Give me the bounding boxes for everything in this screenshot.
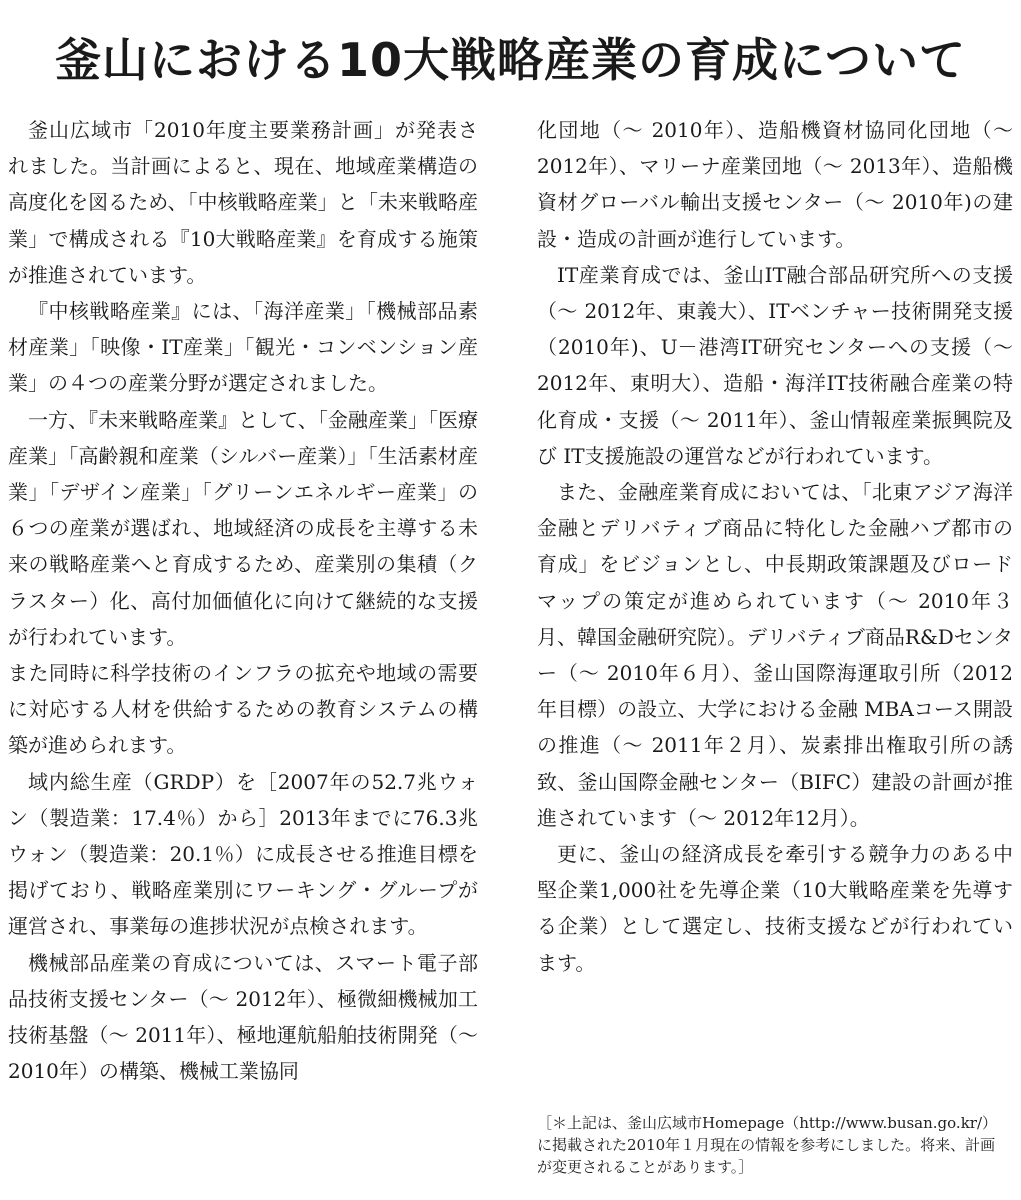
paragraph: IT産業育成では、釜山IT融合部品研究所への支援（～ 2012年、東義大）、ITベンチャー技術開発支援（2010年)、U－港湾IT研究センターへの支援（～ 2012年、東明大）、造船・海洋IT技術融合産業の特化育成・支援（～ 2011年）、釜山情報産業振興院及び IT支援施設の運営などが行われています。 [537,262,1013,468]
paragraph: 機械部品産業の育成については、スマート電子部品技術支援センター（～ 2012年）、極微細機械加工技術基盤（～ 2011年）、極地運航船舶技術開発（～ 2010年）の構築、機械工業協同 [8,950,478,1084]
paragraph: 化団地（～ 2010年）、造船機資材協同化団地（～ 2012年）、マリーナ産業団地（～ 2013年）、造船機資材グローバル輸出支援センター（～ 2010年)の建設・造成の計画が進行しています。 [537,118,1013,251]
source-note: ［＊上記は、釜山広域市Homepage（http://www.busan.go.kr/）に掲載された2010年１月現在の情報を参考にしました。将来、計画が変更されることがあります。］ [537,1114,998,1176]
paragraph: 『中核戦略産業』には、「海洋産業」「機械部品素材産業」「映像・IT産業」「観光・コンベンション産業」の４つの産業分野が選定されました。 [8,299,478,396]
paragraph: 域内総生産（GRDP）を［2007年の52.7兆ウォン（製造業：17.4％）から］2013年までに76.3兆ウォン（製造業：20.1％）に成長させる推進目標を掲げており、戦略産業別にワーキング・グループが運営され、事業毎の進捗状況が点検されます。 [8,769,478,939]
paragraph: 釜山広域市「2010年度主要業務計画」が発表されました。当計画によると、現在、地域産業構造の高度化を図るため、「中核戦略産業」と「未来戦略産業」で構成される『10大戦略産業』を育成する施策が推進されています。 [8,118,478,287]
paragraph: また同時に科学技術のインフラの拡充や地域の需要に対応する人材を供給するための教育システムの構築が進められます。 [8,661,478,758]
paragraph: 一方、『未来戦略産業』として、「金融産業」「医療産業」「高齢親和産業（シルバー産業）」「生活素材産業」「デザイン産業」「グリーンエネルギー産業」の６つの産業が選ばれ、地域経済の成長を主導する未来の戦略産業へと育成するため、産業別の集積（クラスター）化、高付加価値化に向けて継続的な支援が行われています。 [8,407,478,649]
right-column [537,112,1013,981]
page-title: 釜山における10大戦略産業の育成について [54,33,967,87]
left-column [8,112,478,1089]
paragraph: 更に、釜山の経済成長を牽引する競争力のある中堅企業1,000社を先導企業（10大戦略産業を先導する企業）として選定し、技術支援などが行われています。 [537,842,1013,975]
paragraph: また、金融産業育成においては、「北東アジア海洋金融とデリバティブ商品に特化した金融ハブ都市の育成」をビジョンとし、中長期政策課題及びロードマップの策定が進められています（～ 2010年３月、韓国金融研究院）。デリバティブ商品R&Dセンター（～ 2010年６月）、釜山国際海運取引所（2012年目標）の設立、大学における金融 MBAコース開設の推進（～ 2011年２月）、炭素排出権取引所の誘致、釜山国際金融センター（BIFC）建設の計画が推進されています（～ 2012年12月）。 [537,480,1013,830]
